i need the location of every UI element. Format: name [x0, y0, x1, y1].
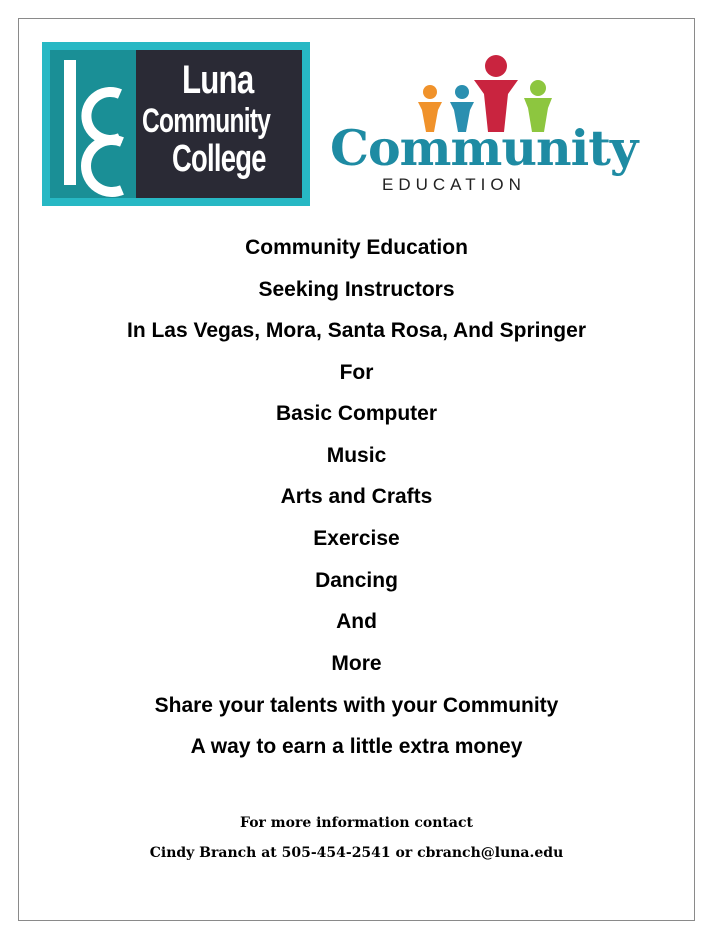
earn-money-line: A way to earn a little extra money [190, 735, 523, 758]
luna-logo-line2: Community [142, 102, 271, 140]
and-line: And [336, 610, 377, 633]
contact-heading: For more information contact [240, 815, 473, 831]
luna-logo-line3: College [172, 138, 266, 180]
more-line: More [331, 652, 382, 675]
locations-line: In Las Vegas, Mora, Santa Rosa, And Springer [126, 319, 586, 342]
for-line: For [339, 361, 374, 384]
luna-logo-line1: Luna [182, 58, 254, 102]
subject-arts-and-crafts: Arts and Crafts [280, 485, 433, 508]
share-talents-line: Share your talents with your Community [154, 694, 559, 717]
education-logo-word: EDUCATION [382, 175, 526, 194]
headline-community-education: Community Education [245, 236, 468, 259]
subject-music: Music [326, 444, 387, 467]
lcc-monogram-icon [50, 50, 136, 198]
subject-basic-computer: Basic Computer [275, 402, 438, 425]
contact-details: Cindy Branch at 505-454-2541 or cbranch@luna.edu [149, 845, 564, 861]
luna-community-college-logo [42, 42, 310, 206]
community-logo-word: Community [330, 119, 638, 177]
community-education-logo [330, 52, 642, 202]
subject-dancing: Dancing [315, 569, 398, 592]
headline-seeking-instructors: Seeking Instructors [258, 278, 455, 301]
subject-exercise: Exercise [313, 527, 400, 550]
